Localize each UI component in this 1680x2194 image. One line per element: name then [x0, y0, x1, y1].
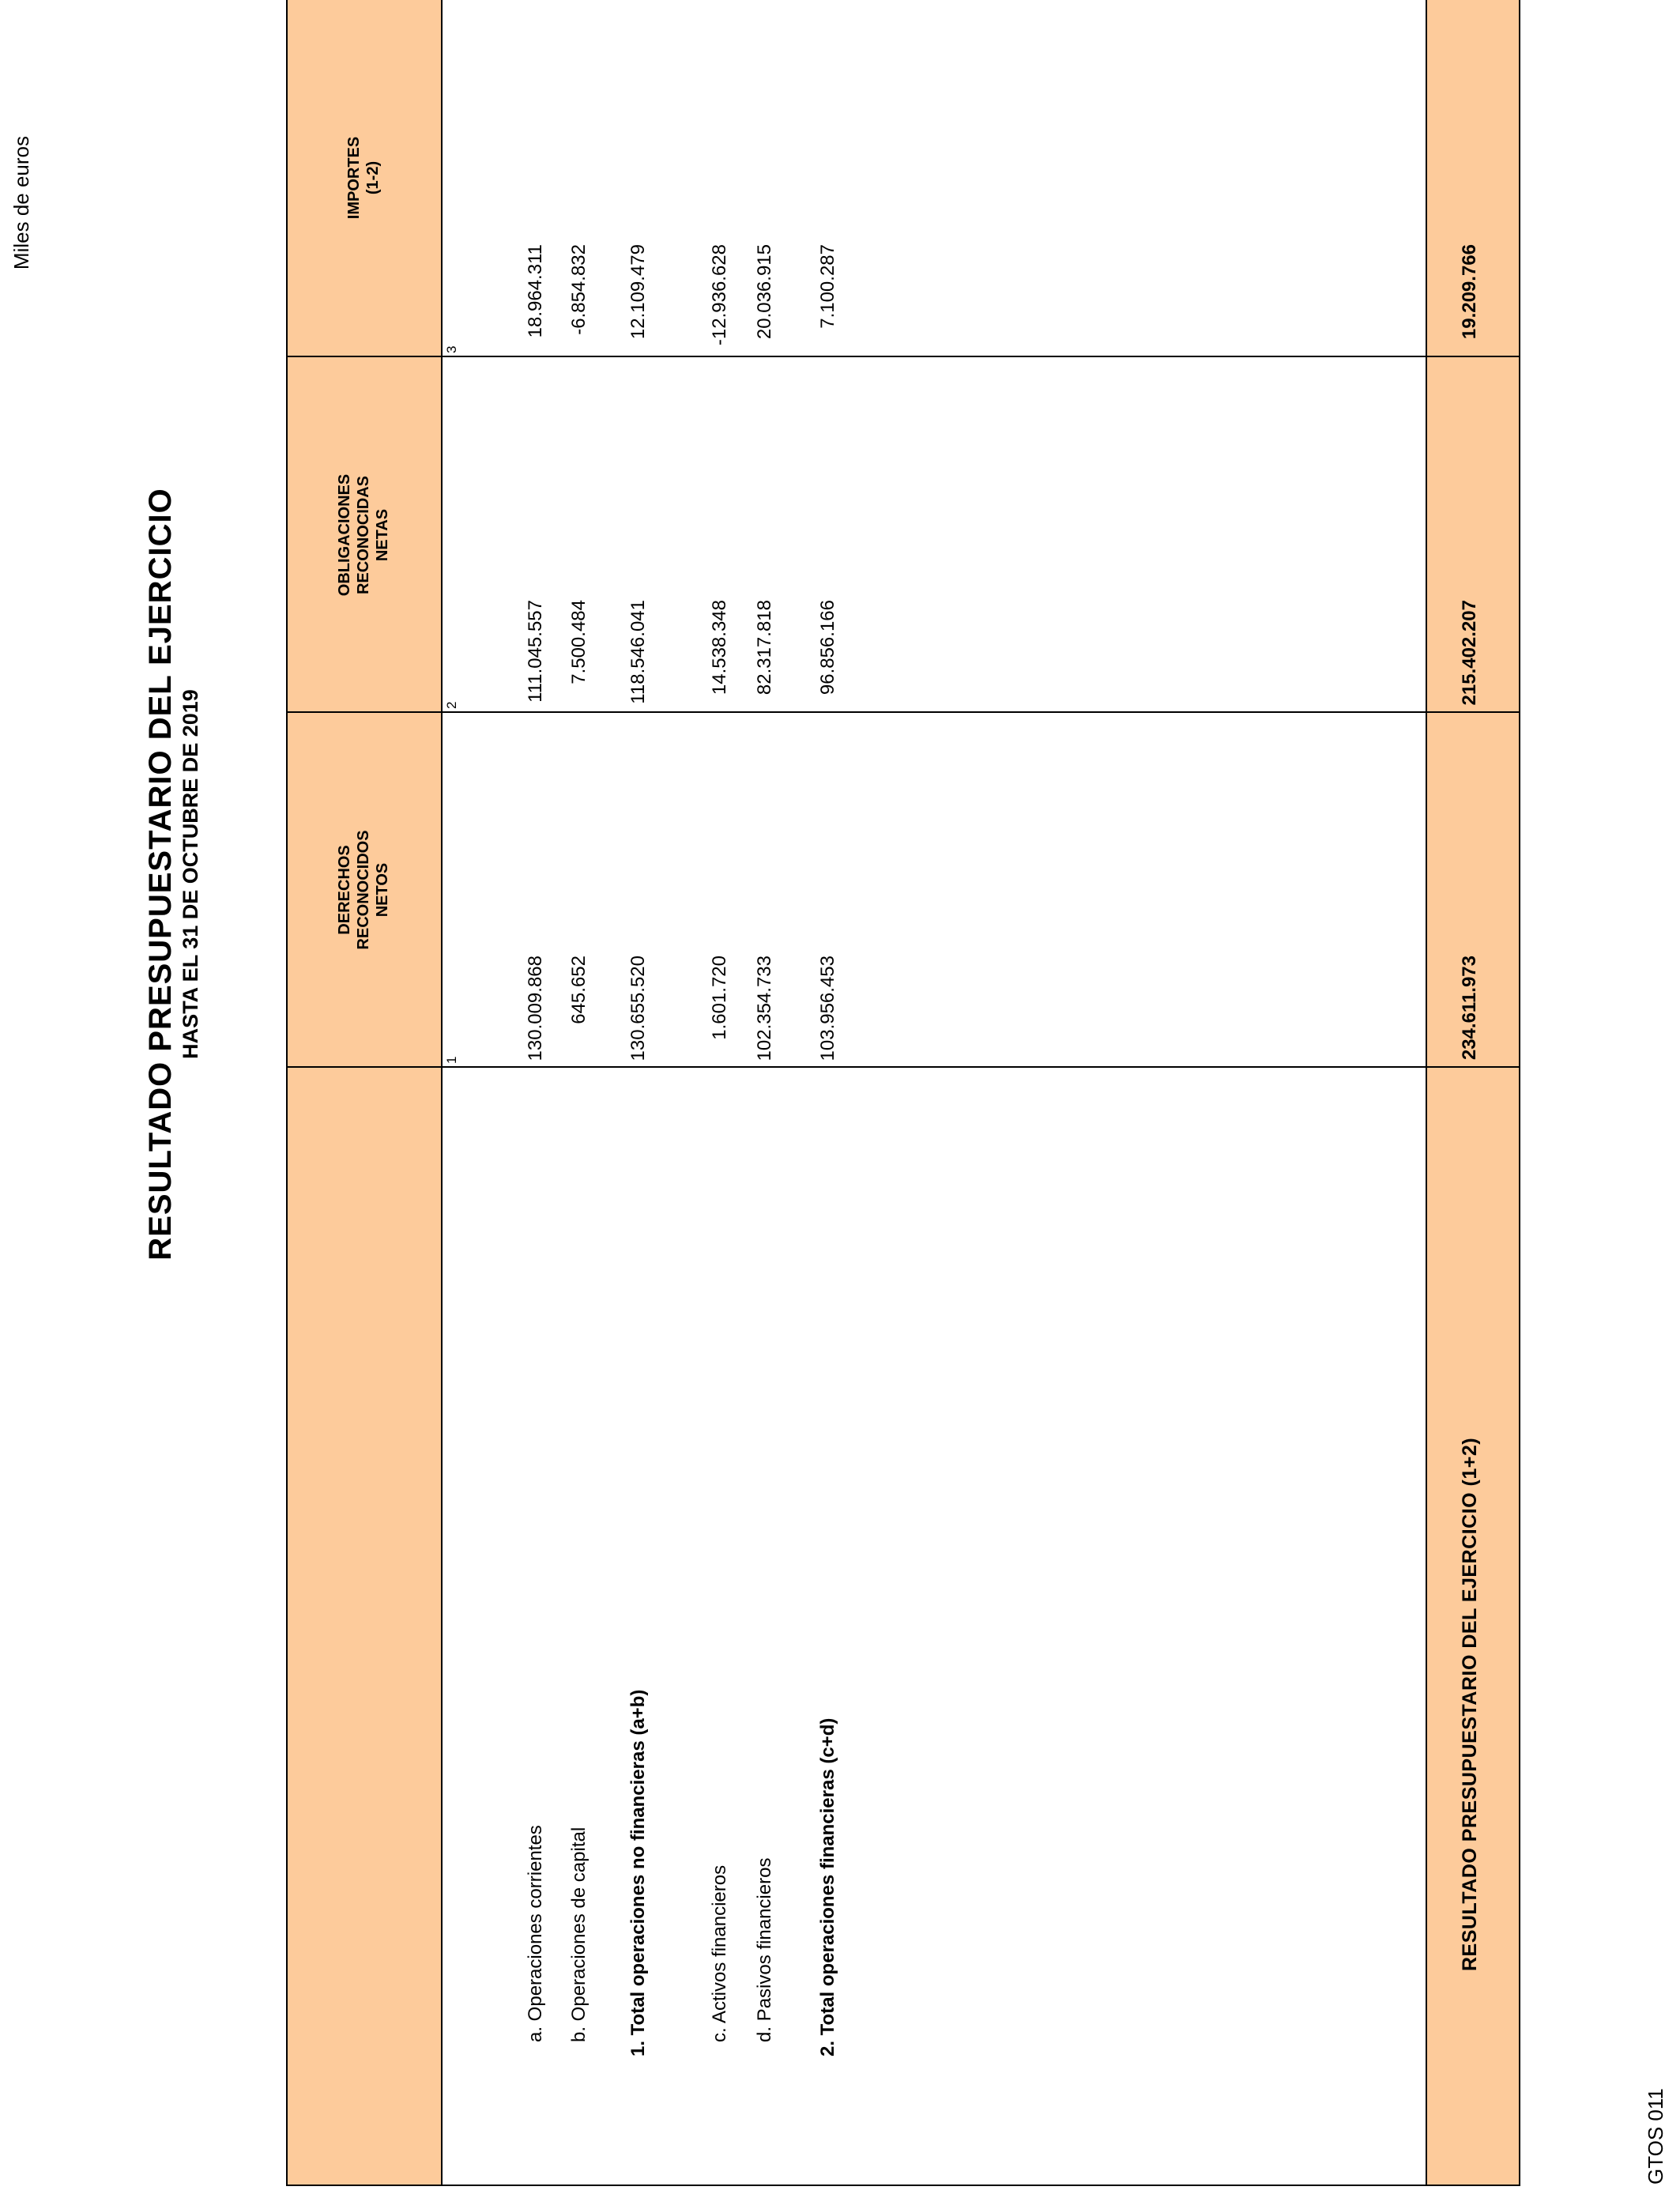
title-block: [142, 163, 202, 1585]
budget-result-table: [286, 0, 1520, 2186]
row-c-value-1: 1.601.720: [709, 956, 730, 1040]
row-a-value-2: 111.045.557: [525, 600, 546, 703]
row-label-c: c. Activos financieros: [709, 1864, 730, 2042]
report-code: GTOS 011: [1644, 2088, 1667, 2185]
row-label-total-financieras: 2. Total operaciones financieras (c+d): [817, 1717, 838, 2056]
row-b-value-2: 7.500.484: [568, 600, 590, 684]
row-b-value-1: 645.652: [568, 956, 590, 1024]
total-value-3: 19.209.766: [1459, 244, 1480, 340]
row-label-b: b. Operaciones de capital: [568, 1826, 590, 2042]
report-title: RESULTADO PRESUPUESTARIO DEL EJERCICIO: [143, 488, 178, 1261]
column-divider-2: [288, 711, 1519, 713]
row-1-value-1: 130.655.520: [627, 956, 649, 1061]
report-subtitle: HASTA EL 31 DE OCTUBRE DE 2019: [179, 689, 202, 1059]
row-b-value-3: -6.854.832: [568, 244, 590, 335]
row-d-value-2: 82.317.818: [754, 600, 775, 696]
row-label-d: d. Pasivos financieros: [754, 1857, 775, 2042]
row-c-value-3: -12.936.628: [709, 244, 730, 346]
row-2-value-3: 7.100.287: [817, 244, 838, 329]
total-value-1: 234.611.973: [1459, 956, 1480, 1061]
total-label: RESULTADO PRESUPUESTARIO DEL EJERCICIO (1+2): [1459, 1437, 1481, 1971]
col-header-derechos: DERECHOS RECONOCIDOS NETOS: [336, 830, 391, 950]
column-divider-1: [288, 1066, 1519, 1068]
total-value-2: 215.402.207: [1459, 600, 1480, 706]
col-header-obligaciones: OBLIGACIONES RECONOCIDAS NETAS: [336, 473, 391, 597]
row-2-value-1: 103.956.453: [817, 956, 838, 1061]
total-divider: [1426, 0, 1427, 2185]
row-c-value-2: 14.538.348: [709, 600, 730, 696]
header-divider: [441, 0, 443, 2185]
col-number-1: 1: [444, 1056, 459, 1064]
row-d-value-3: 20.036.915: [754, 244, 775, 340]
col-header-importes: IMPORTES (1-2): [345, 136, 382, 220]
row-a-value-3: 18.964.311: [525, 244, 546, 338]
row-1-value-2: 118.546.041: [627, 600, 649, 704]
units-label: Miles de euros: [9, 136, 33, 270]
row-2-value-2: 96.856.166: [817, 600, 838, 696]
row-d-value-1: 102.354.733: [754, 956, 775, 1061]
row-1-value-3: 12.109.479: [627, 244, 649, 340]
col-number-3: 3: [444, 345, 459, 353]
column-divider-3: [288, 356, 1519, 357]
row-a-value-1: 130.009.868: [525, 956, 546, 1061]
row-label-a: a. Operaciones corrientes: [525, 1825, 546, 2042]
row-label-total-no-financieras: 1. Total operaciones no financieras (a+b): [627, 1689, 649, 2056]
col-number-2: 2: [444, 701, 459, 709]
